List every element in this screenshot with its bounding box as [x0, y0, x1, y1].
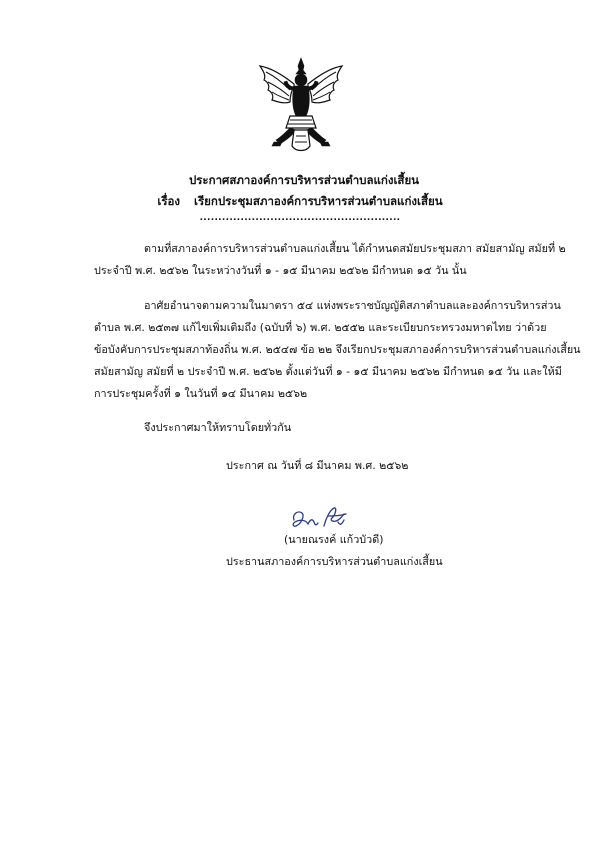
- paragraph1-line2: ประจำปี พ.ศ. ๒๕๖๒ ในระหว่างวันที่ ๑ - ๑๕ มีนาคม ๒๕๖๒ มีกำหนด ๑๕ วัน นั้น: [94, 264, 467, 277]
- subject-text: เรียกประชุมสภาองค์การบริหารส่วนตำบลแก่งเสี้ยน: [194, 194, 443, 208]
- signatory-name: (นายณรงค์ แก้วบัวดี): [284, 533, 384, 546]
- paragraph2-line3: ข้อบังคับการประชุมสภาท้องถิ่น พ.ศ. ๒๕๔๗ ข้อ ๒๒ จึงเรียกประชุมสภาองค์การบริหารส่วนตำบลแก่งเสี้ยน: [94, 343, 581, 356]
- closing-statement: จึงประกาศมาให้ทราบโดยทั่วกัน: [144, 421, 292, 434]
- garuda-emblem: [254, 56, 348, 156]
- paragraph2-line2: ตำบล พ.ศ. ๒๕๓๗ แก้ไขเพิ่มเติมถึง (ฉบับที่ ๖) พ.ศ. ๒๕๕๒ และระเบียบกระทรวงมหาดไทย ว่าด้วย: [94, 321, 547, 334]
- announcement-title: ประกาศสภาองค์การบริหารส่วนตำบลแก่งเสี้ยน: [188, 173, 420, 187]
- paragraph2-line5: การประชุมครั้งที่ ๑ ในวันที่ ๑๔ มีนาคม ๒๕๖๒: [94, 387, 308, 400]
- subject-label: เรื่อง: [157, 194, 181, 208]
- subject-line: [0, 193, 600, 211]
- title-separator: ......................................................: [199, 213, 401, 223]
- signature: [288, 504, 350, 534]
- signatory-position: ประธานสภาองค์การบริหารส่วนตำบลแก่งเสี้ยน: [226, 555, 443, 568]
- paragraph2-line4: สมัยสามัญ สมัยที่ ๒ ประจำปี พ.ศ. ๒๕๖๒ ตั้งแต่วันที่ ๑ - ๑๕ มีนาคม ๒๕๖๒ มีกำหนด ๑๕ วัน และให้มี: [94, 365, 562, 378]
- announcement-date: ประกาศ ณ วันที่ ๘ มีนาคม พ.ศ. ๒๕๖๒: [226, 459, 409, 472]
- paragraph2-line1: อาศัยอำนาจตามความในมาตรา ๕๔ แห่งพระราชบัญญัติสภาตำบลและองค์การบริหารส่วน: [144, 299, 561, 312]
- paragraph1-line1: ตามที่สภาองค์การบริหารส่วนตำบลแก่งเสี้ยน ได้กำหนดสมัยประชุมสภา สมัยสามัญ สมัยที่ ๒: [144, 242, 566, 255]
